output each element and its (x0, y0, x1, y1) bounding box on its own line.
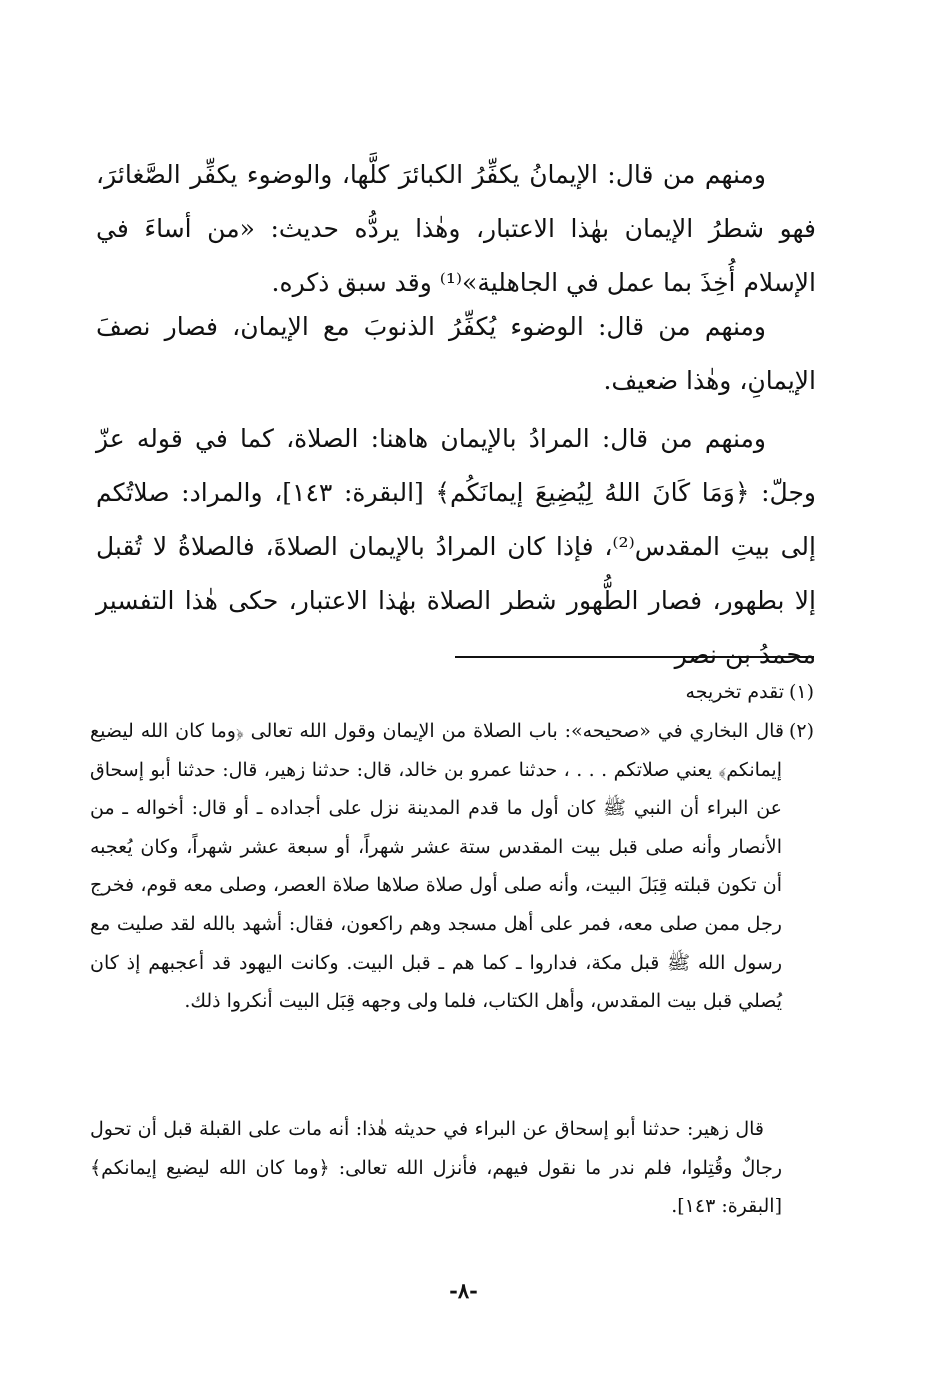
body-paragraph (96, 412, 816, 682)
footnote-separator (455, 656, 814, 658)
body-paragraph (96, 148, 816, 310)
footnote-text: قال البخاري في «صحيحه»: باب الصلاة من الإيمان وقول الله تعالى ﴿وما كان الله ليضيع إيمانكم﴾ يعني صلاتكم . . . ، حدثنا عمرو بن خالد، قال: حدثنا زهير، قال: حدثنا أبو إسحاق عن البراء أن النبي ﷺ كان أول ما قدم المدينة نزل على أجداده ـ أو قال: أخواله ـ من الأنصار وأنه صلى قبل بيت المقدس ستة عشر شهراً، أو سبعة عشر شهراً، وكان يُعجبه أن تكون قبلته قِبَلَ البيت، وأنه صلى أول صلاة صلاها صلاة العصر، وصلى معه قوم، فخرج رجل ممن صلى معه، فمر على أهل مسجد وهم راكعون، فقال: أشهد بالله لقد صليت مع رسول الله ﷺ قبل مكة، فداروا ـ كما هم ـ قبل البيت. وكانت اليهود قد أعجبهم إذ كان يُصلي قبل بيت المقدس، وأهل الكتاب، فلما ولى وجهه قِبَل البيت أنكروا ذلك. (90, 720, 784, 1013)
footnote-2-continuation (90, 1110, 814, 1226)
paragraph-text: ومنهم من قال: المرادُ بالإيمان هاهنا: الصلاة، كما في قوله عزّ وجلّ: ﴿وَمَا كَانَ اللهُ لِيُضِيعَ إيمانَكُم﴾ [البقرة: ١٤٣]، والمراد: صلاتُكم إلى بيتِ المقدس⁽²⁾، فإذا كان المرادُ بالإيمان الصلاةَ، فالصلاةُ لا تُقبل إلا بطهور، فصار الطُّهور شطر الصلاة بهٰذا الاعتبار، حكى هٰذا التفسير محمدُ بن نصر (96, 424, 816, 669)
body-paragraph (96, 300, 816, 408)
footnote-1 (90, 673, 814, 712)
page-number: -٨- (449, 1278, 478, 1303)
paragraph-text: ومنهم من قال: الوضوء يُكفِّرُ الذنوبَ مع الإيمان، فصار نصفَ الإيمانِ، وهٰذا ضعيف. (96, 312, 816, 395)
footnote-number: (٢) (788, 720, 814, 742)
paragraph-text: ومنهم من قال: الإيمانُ يكفِّرُ الكبائرَ كلَّها، والوضوء يكفِّر الصَّغائرَ، فهو شطرُ الإيمان بهٰذا الاعتبار، وهٰذا يردُّه حديث: «من أساءَ في الإسلام أُخِذَ بما عمل في الجاهلية»⁽¹⁾ وقد سبق ذكره. (96, 160, 816, 297)
footnote-text: تقدم تخريجه (685, 681, 784, 703)
footnote-2 (90, 712, 814, 1021)
footnote-number: (١) (788, 681, 814, 703)
footnote-text: قال زهير: حدثنا أبو إسحاق عن البراء في حديثه هٰذا: أنه مات على القبلة قبل أن تحول رجالٌ وقُتِلوا، فلم ندر ما نقول فيهم، فأنزل الله تعالى: ﴿وما كان الله ليضيع إيمانكم﴾ [البقرة: ١٤٣]. (90, 1118, 782, 1218)
